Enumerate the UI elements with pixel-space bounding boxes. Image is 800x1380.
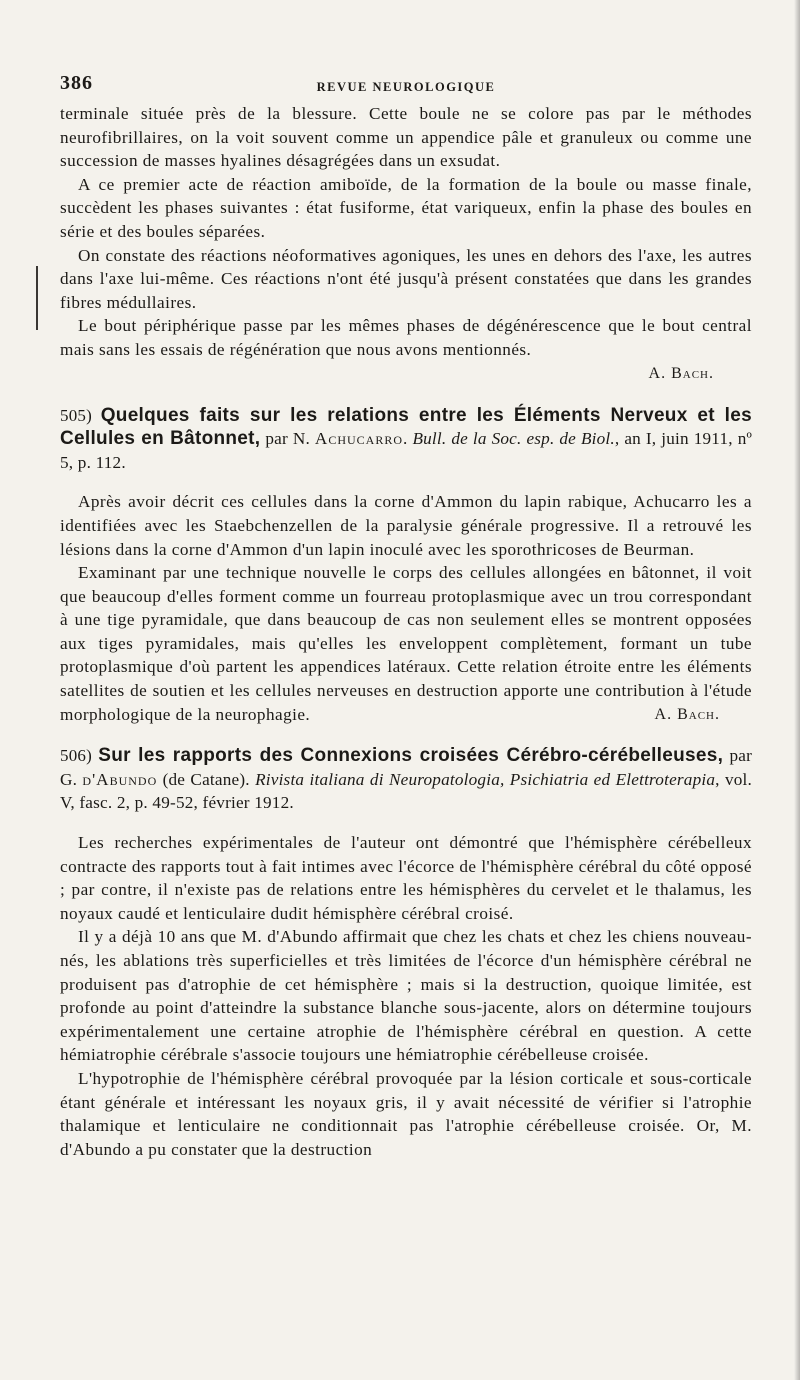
paragraph: A ce premier acte de réaction amiboïde, de la formation de la boule ou masse finale, succèdent les phases suivantes : état fusiforme, état variqueux, enfin la phase des boules en série et des boules séparées. [60,174,752,241]
paragraph: L'hypotrophie de l'hémisphère cérébral provoquée par la lésion corticale et sous-corticale étant générale et intéressant les noyaux gris, il y avait nécessité de vérifier si l'atrophie thalamique et lenticulaire ne conditionnait pas l'atrophie cérébelleuse croisée. Or, M. d'Abundo a pu constater que la destruction [60,1068,752,1159]
continued-section [60,102,752,386]
paragraph: On constate des réactions néoformatives agoniques, les unes en dehors des l'axe, les autres dans l'axe lui-même. Ces réactions n'ont été jusqu'à présent constatées que dans les grandes fibres médullaires. [60,245,752,312]
entry-author: Achucarro [314,429,403,449]
entry-505 [60,404,752,727]
entry-title: Quelques faits sur les relations entre les Éléments Nerveux et les Cellules en Bâtonnet, [60,404,752,450]
journal-title: REVUE NEUROLOGIQUE [316,80,496,94]
entry-citation: , vol. V, fasc. 2, p. 49-52, février 1912. [60,769,753,813]
page-number: 386 [60,72,93,94]
page [60,72,752,1161]
entry-heading [60,744,752,815]
entry-number: 506) [60,746,92,766]
entry-place: (de Catane). [162,769,250,789]
entry-by: par N. [265,429,310,449]
margin-mark [36,266,38,330]
entry-title: Sur les rapports des Connexions croisées Cérébro-cérébelleuses, [98,745,724,767]
paragraph-with-signature [60,561,752,726]
entry-citation: , an I, juin 1911, nº 5, p. 112. [60,429,753,472]
entry-506 [60,744,752,1161]
entry-heading: 505) Quelques faits sur les relations entre les Éléments Nerveux et les Cellules en Bâtonnet, par N. Achucarro. Bull. de la Soc. esp. de Biol., an I, juin 1911, nº 5, p. 112. [60,404,753,472]
paragraph: Après avoir décrit ces cellules dans la corne d'Ammon du lapin rabique, Achucarro les a identifiées avec les Staebchenzellen de la paralysie générale progressive. Il a retrouvé les lésions dans la corne d'Ammon d'un lapin inoculé avec les sporothricoses de Beurman. [60,492,752,559]
running-head [60,72,752,102]
entry-source: Rivista italiana di Neuropatologia, Psichiatria ed Elettroterapia [255,769,716,789]
entry-author: d'Abundo [82,769,158,789]
paragraph: Le bout périphérique passe par les mêmes phases de dégénérescence que le bout central mais sans les essais de régénération que nous avons mentionnés. [60,316,752,359]
paragraph: Il y a déjà 10 ans que M. d'Abundo affirmait que chez les chats et chez les chiens nouveau-nés, les ablations très superficielles et très limitées de l'écorce d'un hémisphère cérébral ne produisent pas d'atrophie de cet hémisphère ; mais si la destruction, quoique limitée, est profonde au point d'atteindre la substance blanche sous-jacente, alors on détermine toujours expérimentalement une certaine atrophie de l'hémisphère cérébral en question. A cette hémiatrophie cérébrale s'associe toujours une hémiatrophie cérébelleuse croisée. [60,927,752,1065]
signature: A. Bach. [648,364,714,382]
paragraph: Les recherches expérimentales de l'auteur ont démontré que l'hémisphère cérébelleux contracte des rapports tout à fait intimes avec l'écorce de l'hémisphère cérébral du côté opposé ; par contre, il n'existe pas de relations entre les hémisphères du cervelet et le thalamus, les noyaux caudé et lenticulaire dudit hémisphère cérébral croisé. [60,833,752,923]
entry-source: Bull. de la Soc. esp. de Biol. [412,429,615,449]
entry-by: par G. [60,746,752,789]
scan-edge-shadow [794,0,800,1380]
paragraph: terminale située près de la blessure. Cette boule ne se colore pas par le méthodes neurofibrillaires, on la voit souvent comme un appendice pâle et granuleux ou comme une succession de masses hyalines désagrégées dans un exsudat. [60,104,752,171]
signature: A. Bach. [654,705,720,723]
entry-number: 505) [60,405,92,425]
paragraph-text: Examinant par une technique nouvelle le corps des cellules allongées en bâtonnet, il voit que beaucoup d'elles forment comme un fourreau protoplasmique avec un trou correspondant à une tige pyramidale, que dans beaucoup de cas non seulement elles se montrent opposées aux tiges pyramidales, mais qu'elles les enveloppent complètement, formant un tube protoplasmique d'où partent les appendices latéraux. Cette relation étroite entre les éléments satellites de soutien et les cellules nerveuses en destruction apporte une contribution à l'étude morphologique de la neurophagie. [60,563,752,724]
